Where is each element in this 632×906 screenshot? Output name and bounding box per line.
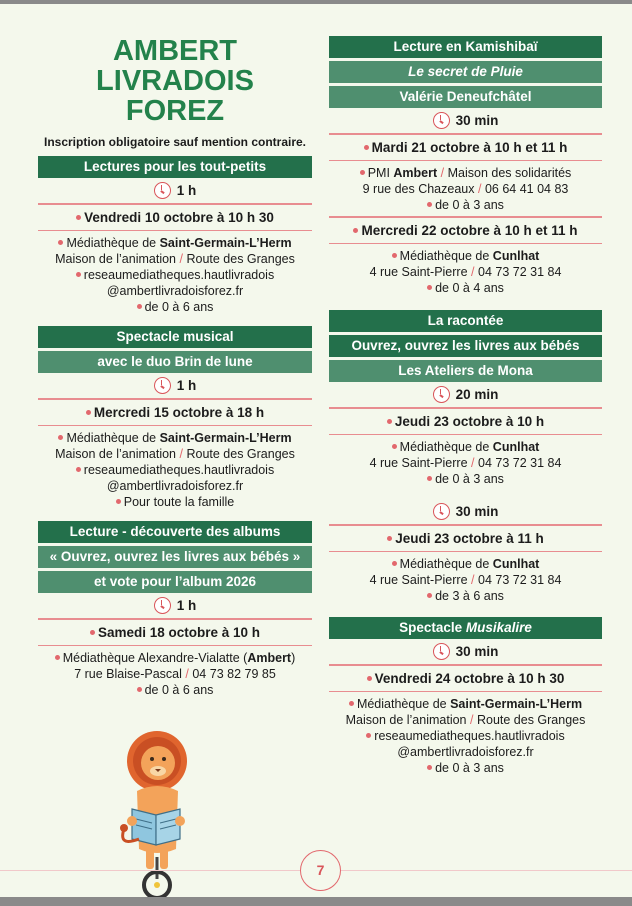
- duration-row: [38, 178, 312, 203]
- duration: 1 h: [176, 183, 197, 198]
- bullet-dot-icon: [427, 765, 432, 770]
- event-subtitle: Valérie Deneufchâtel: [329, 86, 602, 108]
- age-range: [329, 280, 602, 296]
- event-details: [38, 430, 312, 510]
- event-date: [329, 531, 602, 546]
- venue-prefix: Médiathèque de: [399, 440, 493, 454]
- event-decouverte-albums: [38, 521, 312, 698]
- venue-prefix: Médiathèque de: [356, 697, 451, 711]
- bullet-dot-icon: [55, 655, 60, 660]
- venue-name: Maison des solidarités: [447, 166, 572, 180]
- divider: [329, 551, 602, 553]
- date-text: Mercredi 22 octobre à 10 h et 11 h: [361, 222, 578, 238]
- bullet-dot-icon: [76, 215, 81, 220]
- phone: 06 64 41 04 83: [484, 182, 569, 196]
- venue: [329, 248, 602, 264]
- bullet-dot-icon: [427, 285, 432, 290]
- date-text: Jeudi 23 octobre à 11 h: [395, 530, 544, 546]
- address-line: Maison de l’animation: [55, 252, 177, 266]
- venue-suffix: ): [291, 651, 296, 665]
- venue: [329, 165, 602, 181]
- age-text: de 0 à 3 ans: [435, 472, 504, 486]
- date-text: Vendredi 10 octobre à 10 h 30: [84, 209, 274, 225]
- event-subtitle: « Ouvrez, ouvrez les livres aux bébés »: [38, 546, 312, 568]
- contact-email-domain: @ambertlivradoisforez.fr: [106, 284, 244, 298]
- venue: [38, 430, 312, 446]
- clock-icon: [154, 597, 171, 614]
- phone: 04 73 72 31 84: [478, 456, 562, 470]
- divider: [38, 618, 312, 620]
- divider: [38, 398, 312, 400]
- phone: 04 73 72 31 84: [478, 573, 562, 587]
- title-line: LIVRADOIS: [96, 65, 254, 97]
- duration: 20 min: [455, 387, 499, 402]
- phone: 04 73 72 31 84: [478, 265, 562, 279]
- venue-prefix: Médiathèque de: [66, 431, 160, 445]
- date-text: Vendredi 24 octobre à 10 h 30: [374, 670, 565, 686]
- bullet-dot-icon: [58, 240, 63, 245]
- divider: [38, 230, 312, 232]
- bullet-dot-icon: [137, 304, 142, 309]
- bullet-dot-icon: [427, 476, 432, 481]
- separator: /: [471, 573, 475, 587]
- duration: 30 min: [455, 504, 499, 519]
- page-title: [38, 36, 312, 126]
- address-line: 9 rue des Chazeaux: [362, 182, 475, 196]
- age-range: [329, 197, 602, 213]
- address: [38, 251, 312, 267]
- divider: [329, 216, 602, 218]
- venue: [38, 650, 312, 666]
- registration-notice: Inscription obligatoire sauf mention contraire.: [43, 135, 307, 149]
- address-line: Maison de l’animation: [345, 713, 467, 727]
- event-subtitle: Ouvrez, ouvrez les livres aux bébés: [329, 335, 602, 357]
- divider: [329, 524, 602, 526]
- event-details: [329, 696, 602, 776]
- title-italic: Musikalire: [465, 620, 532, 635]
- venue-prefix: Médiathèque Alexandre-Vialatte (: [62, 651, 248, 665]
- address: [329, 181, 602, 197]
- age-text: de 0 à 6 ans: [144, 300, 214, 314]
- bullet-dot-icon: [116, 499, 121, 504]
- separator: /: [477, 182, 482, 196]
- address: [38, 446, 312, 462]
- contact-email: [38, 267, 312, 283]
- address: [329, 455, 602, 471]
- event-subtitle: Les Ateliers de Mona: [329, 360, 602, 382]
- duration: 30 min: [455, 113, 499, 128]
- duration: 1 h: [176, 378, 197, 393]
- bullet-dot-icon: [364, 145, 369, 150]
- venue: [329, 696, 602, 712]
- venue-prefix: PMI: [367, 166, 394, 180]
- duration-row: [38, 593, 312, 618]
- separator: /: [470, 713, 474, 727]
- divider: [329, 691, 602, 693]
- title-text: Spectacle: [399, 620, 466, 635]
- bullet-dot-icon: [427, 593, 432, 598]
- clock-icon: [433, 112, 450, 129]
- duration-row: [329, 108, 602, 133]
- bullet-dot-icon: [58, 435, 63, 440]
- event-date: [329, 140, 602, 155]
- event-date: [38, 625, 312, 640]
- clock-icon: [154, 182, 171, 199]
- duration-row: [329, 639, 602, 664]
- venue-prefix: Médiathèque de: [66, 236, 160, 250]
- separator: /: [440, 166, 445, 180]
- event-kamishibai: [329, 36, 602, 296]
- address-line: Maison de l’animation: [55, 447, 177, 461]
- age-text: de 3 à 6 ans: [435, 589, 504, 603]
- age-range: [329, 760, 602, 776]
- event-date: [329, 671, 602, 686]
- address-line: 4 rue Saint-Pierre: [369, 456, 468, 470]
- duration: 1 h: [176, 598, 197, 613]
- address: [329, 264, 602, 280]
- venue-town: Ambert: [247, 651, 292, 665]
- venue: [38, 235, 312, 251]
- bullet-dot-icon: [349, 701, 354, 706]
- age-text: de 0 à 4 ans: [435, 281, 504, 295]
- bullet-dot-icon: [76, 272, 81, 277]
- age-text: de 0 à 3 ans: [435, 198, 504, 212]
- address-line: 4 rue Saint-Pierre: [369, 573, 468, 587]
- bullet-dot-icon: [392, 253, 397, 258]
- age-text: Pour toute la famille: [123, 495, 235, 509]
- separator: /: [185, 667, 189, 681]
- age-range: [329, 471, 602, 487]
- event-title: Spectacle musical: [38, 326, 312, 348]
- event-subtitle: et vote pour l’album 2026: [38, 571, 312, 593]
- duration-row: [329, 382, 602, 407]
- event-lectures-tout-petits: [38, 156, 312, 315]
- address: [329, 572, 602, 588]
- event-date: [38, 405, 312, 420]
- clock-icon: [433, 643, 450, 660]
- event-title: Lecture - découverte des albums: [38, 521, 312, 543]
- brochure-page: [0, 4, 632, 897]
- event-title: [329, 617, 602, 639]
- duration-row: [329, 499, 602, 524]
- separator: /: [179, 252, 183, 266]
- contact-email-domain: @ambertlivradoisforez.fr: [397, 745, 534, 759]
- venue-town: Ambert: [393, 166, 438, 180]
- bullet-dot-icon: [392, 444, 397, 449]
- event-title: Lecture en Kamishibaï: [329, 36, 602, 58]
- right-column: [329, 4, 602, 776]
- event-details: [329, 248, 602, 296]
- bullet-dot-icon: [86, 410, 91, 415]
- event-details: [329, 439, 602, 487]
- age-range: [329, 588, 602, 604]
- venue-prefix: Médiathèque de: [399, 557, 493, 571]
- lion-mascot-illustration: [112, 729, 202, 897]
- event-subtitle: avec le duo Brin de lune: [38, 351, 312, 373]
- age-text: de 0 à 3 ans: [435, 761, 504, 775]
- contact-email-domain: @ambertlivradoisforez.fr: [106, 479, 244, 493]
- event-spectacle-musical: [38, 326, 312, 510]
- address-line: Route des Granges: [186, 252, 295, 266]
- event-details: [38, 650, 312, 698]
- bullet-dot-icon: [427, 202, 432, 207]
- event-musikalire: [329, 617, 602, 776]
- email-part: reseaumediatheques.hautlivradois: [83, 463, 275, 477]
- venue: [329, 556, 602, 572]
- left-column: [38, 4, 312, 698]
- bullet-dot-icon: [137, 687, 142, 692]
- separator: /: [471, 265, 475, 279]
- divider: [329, 434, 602, 436]
- divider: [38, 203, 312, 205]
- age-range: [38, 494, 312, 510]
- event-title: Lectures pour les tout-petits: [38, 156, 312, 178]
- contact-email: [329, 728, 602, 744]
- event-subtitle: [329, 61, 602, 83]
- bullet-dot-icon: [367, 676, 372, 681]
- contact-email: [38, 462, 312, 478]
- bullet-dot-icon: [387, 419, 392, 424]
- duration: 30 min: [455, 644, 499, 659]
- divider: [329, 664, 602, 666]
- duration-row: [38, 373, 312, 398]
- venue-town: Cunlhat: [492, 440, 540, 454]
- bullet-dot-icon: [353, 228, 358, 233]
- address-line: 7 rue Blaise-Pascal: [74, 667, 182, 681]
- address-line: Route des Granges: [186, 447, 295, 461]
- event-date: [329, 414, 602, 429]
- bullet-dot-icon: [90, 630, 95, 635]
- venue-town: Saint-Germain-L’Herm: [159, 236, 292, 250]
- bullet-dot-icon: [76, 467, 81, 472]
- event-details: [329, 556, 602, 604]
- phone: 04 73 82 79 85: [192, 667, 276, 681]
- bullet-dot-icon: [366, 733, 371, 738]
- address: [38, 666, 312, 682]
- divider: [329, 160, 602, 162]
- subtitle-text: Le secret de Pluie: [408, 64, 523, 79]
- venue-town: Cunlhat: [492, 557, 540, 571]
- venue-town: Saint-Germain-L’Herm: [159, 431, 292, 445]
- event-details: [329, 165, 602, 213]
- separator: /: [471, 456, 475, 470]
- title-line: AMBERT: [112, 35, 238, 67]
- age-range: [38, 299, 312, 315]
- clock-icon: [154, 377, 171, 394]
- footer-rule: [0, 870, 300, 871]
- address: [329, 712, 602, 728]
- event-date: [329, 223, 602, 238]
- title-line: FOREZ: [125, 95, 225, 127]
- page-number: 7: [300, 850, 341, 891]
- address-line: 4 rue Saint-Pierre: [369, 265, 468, 279]
- bullet-dot-icon: [360, 170, 365, 175]
- event-la-racontee: [329, 310, 602, 604]
- address-line: Route des Granges: [476, 713, 586, 727]
- date-text: Mardi 21 octobre à 10 h et 11 h: [371, 139, 568, 155]
- venue: [329, 439, 602, 455]
- clock-icon: [433, 503, 450, 520]
- bullet-dot-icon: [392, 561, 397, 566]
- event-details: [38, 235, 312, 315]
- age-text: de 0 à 6 ans: [144, 683, 214, 697]
- date-text: Samedi 18 octobre à 10 h: [97, 624, 261, 640]
- bullet-dot-icon: [387, 536, 392, 541]
- venue-town: Saint-Germain-L’Herm: [450, 697, 583, 711]
- divider: [329, 407, 602, 409]
- separator: /: [179, 447, 183, 461]
- age-range: [38, 682, 312, 698]
- venue-town: Cunlhat: [492, 249, 540, 263]
- divider: [329, 133, 602, 135]
- event-title: La racontée: [329, 310, 602, 332]
- email-part: reseaumediatheques.hautlivradois: [374, 729, 565, 743]
- date-text: Mercredi 15 octobre à 18 h: [93, 404, 265, 420]
- footer-rule: [341, 870, 632, 871]
- email-part: reseaumediatheques.hautlivradois: [83, 268, 275, 282]
- divider: [38, 425, 312, 427]
- divider: [38, 645, 312, 647]
- divider: [329, 243, 602, 245]
- date-text: Jeudi 23 octobre à 10 h: [394, 413, 545, 429]
- venue-prefix: Médiathèque de: [399, 249, 493, 263]
- event-date: [38, 210, 312, 225]
- clock-icon: [433, 386, 450, 403]
